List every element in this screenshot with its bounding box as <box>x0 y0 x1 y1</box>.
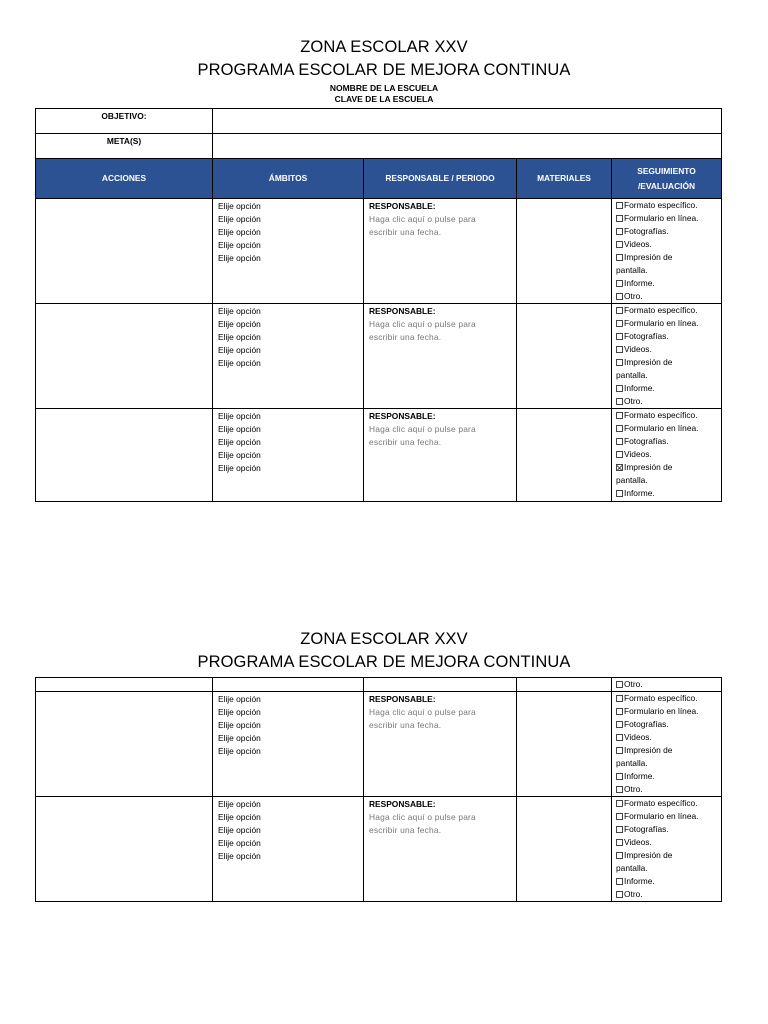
checkbox-label: Formulario en línea. <box>624 213 699 223</box>
checkbox-icon <box>616 412 623 419</box>
checkbox-label: Formulario en línea. <box>624 706 699 716</box>
checkbox-informe[interactable] <box>616 277 721 290</box>
checkbox-label: Videos. <box>624 837 652 847</box>
checkbox-label: Otro. <box>624 396 643 406</box>
date-picker[interactable] <box>369 318 516 344</box>
checkbox-formulario[interactable] <box>616 810 721 823</box>
acciones-cell[interactable] <box>36 409 213 502</box>
seguimiento-cell <box>612 304 722 409</box>
seguimiento-cell <box>612 692 722 797</box>
seguimiento-cell <box>612 199 722 304</box>
checkbox-label: Otro. <box>624 291 643 301</box>
checkbox-label: Otro. <box>624 784 643 794</box>
date-placeholder-line1: Haga clic aquí o pulse para <box>369 214 476 224</box>
ambito-dropdown[interactable]: Elije opción <box>218 746 261 756</box>
zona-title-page-2: ZONA ESCOLAR XXV <box>300 630 468 648</box>
checkbox-icon <box>616 891 623 898</box>
ambito-dropdown[interactable]: Elije opción <box>218 345 261 355</box>
checkbox-icon <box>616 425 623 432</box>
materiales-cell[interactable] <box>517 678 612 692</box>
col-responsable: RESPONSABLE / PERIODO <box>364 159 517 199</box>
checkbox-informe[interactable] <box>616 875 721 888</box>
checkbox-fotografias[interactable] <box>616 225 721 238</box>
acciones-cell[interactable] <box>36 678 213 692</box>
checkbox-label: Formato específico. <box>624 305 698 315</box>
materiales-cell[interactable] <box>517 692 612 797</box>
responsable-cell <box>364 692 517 797</box>
checkbox-icon <box>616 293 623 300</box>
responsable-cell <box>364 797 517 902</box>
checkbox-icon <box>616 385 623 392</box>
checkbox-icon <box>616 490 623 497</box>
ambitos-cell <box>213 692 364 797</box>
responsable-label: RESPONSABLE: <box>369 306 436 316</box>
metas-label: META(S) <box>36 134 213 159</box>
checkbox-label: Formato específico. <box>624 798 698 808</box>
acciones-cell[interactable] <box>36 199 213 304</box>
date-picker[interactable] <box>369 213 516 239</box>
checkbox-icon <box>616 228 623 235</box>
ambito-dropdown[interactable]: Elije opción <box>218 306 261 316</box>
checkbox-label: Impresión de <box>624 252 673 262</box>
checkbox-icon <box>616 734 623 741</box>
checkbox-videos[interactable] <box>616 731 721 744</box>
checkbox-formato[interactable] <box>616 304 721 317</box>
checkbox-label: Impresión de <box>624 357 673 367</box>
checkbox-impresion[interactable] <box>616 849 721 862</box>
checkbox-videos[interactable] <box>616 343 721 356</box>
checkbox-otro[interactable] <box>616 395 721 408</box>
objetivo-label: OBJETIVO: <box>36 109 213 134</box>
checkbox-icon <box>616 708 623 715</box>
ambito-dropdown[interactable]: Elije opción <box>218 332 261 342</box>
date-placeholder-line2: escribir una fecha. <box>369 437 442 447</box>
checkbox-label: Informe. <box>624 488 655 498</box>
checkbox-icon <box>616 359 623 366</box>
checkbox-formato[interactable] <box>616 409 721 422</box>
checkbox-label: Fotografías. <box>624 331 669 341</box>
checkbox-icon <box>616 333 623 340</box>
school-name-label: NOMBRE DE LA ESCUELA <box>329 83 439 93</box>
acciones-cell[interactable] <box>36 304 213 409</box>
table-row <box>36 304 722 409</box>
ambitos-cell[interactable] <box>213 678 364 692</box>
checkbox-impresion[interactable] <box>616 251 721 264</box>
col-materiales: MATERIALES <box>517 159 612 199</box>
checkbox-impresion-checked[interactable] <box>616 461 721 474</box>
responsable-label: RESPONSABLE: <box>369 694 436 704</box>
acciones-cell[interactable] <box>36 692 213 797</box>
checkbox-icon <box>616 241 623 248</box>
checkbox-label: Videos. <box>624 239 652 249</box>
checkbox-fotografias[interactable] <box>616 330 721 343</box>
ambito-dropdown[interactable]: Elije opción <box>218 733 261 743</box>
checkbox-label: Fotografías. <box>624 824 669 834</box>
zona-title: ZONA ESCOLAR XXV <box>300 38 468 56</box>
table-row-continued <box>36 678 722 692</box>
programa-title-page-2: PROGRAMA ESCOLAR DE MEJORA CONTINUA <box>197 653 571 671</box>
checkbox-formulario[interactable] <box>616 422 721 435</box>
checkbox-icon <box>616 202 623 209</box>
checkbox-icon <box>616 800 623 807</box>
checkbox-formulario[interactable] <box>616 705 721 718</box>
checkbox-label: Informe. <box>624 771 655 781</box>
date-picker[interactable] <box>369 423 516 449</box>
checkbox-icon <box>616 451 623 458</box>
page-1 <box>0 36 768 105</box>
ambito-dropdown[interactable]: Elije opción <box>218 799 261 809</box>
checkbox-informe[interactable] <box>616 487 721 500</box>
checkbox-fotografias[interactable] <box>616 718 721 731</box>
metas-field[interactable] <box>213 134 722 159</box>
ambito-dropdown[interactable]: Elije opción <box>218 720 261 730</box>
checkbox-label-cont: pantalla. <box>616 863 648 873</box>
checkbox-icon <box>616 215 623 222</box>
checkbox-icon <box>616 786 623 793</box>
checkbox-label: Formato específico. <box>624 200 698 210</box>
checkbox-icon <box>616 438 623 445</box>
checkbox-videos[interactable] <box>616 836 721 849</box>
checkbox-formato[interactable] <box>616 797 721 810</box>
materiales-cell[interactable] <box>517 409 612 502</box>
responsable-cell <box>364 409 517 502</box>
ambito-dropdown[interactable]: Elije opción <box>218 411 261 421</box>
ambito-dropdown[interactable]: Elije opción <box>218 463 261 473</box>
checkbox-formato[interactable] <box>616 199 721 212</box>
responsable-cell <box>364 304 517 409</box>
date-placeholder-line1: Haga clic aquí o pulse para <box>369 424 476 434</box>
date-placeholder-line1: Haga clic aquí o pulse para <box>369 319 476 329</box>
objetivo-field[interactable] <box>213 109 722 134</box>
checkbox-icon <box>616 721 623 728</box>
checkbox-otro[interactable] <box>616 783 721 796</box>
ambito-dropdown[interactable]: Elije opción <box>218 240 261 250</box>
checkbox-icon <box>616 280 623 287</box>
checkbox-label-cont: pantalla. <box>616 370 648 380</box>
plan-table-page-1 <box>35 108 722 502</box>
checkbox-label: Impresión de <box>624 462 673 472</box>
materiales-cell[interactable] <box>517 304 612 409</box>
col-seguimiento-line1: SEGUIMIENTO <box>637 165 696 176</box>
checkbox-label: Informe. <box>624 383 655 393</box>
checkbox-label: Formato específico. <box>624 410 698 420</box>
table-row <box>36 797 722 902</box>
col-seguimiento-line2: /EVALUACIÓN <box>637 180 696 191</box>
checkbox-otro[interactable] <box>616 290 721 303</box>
checkbox-label: Formulario en línea. <box>624 318 699 328</box>
ambito-dropdown[interactable]: Elije opción <box>218 437 261 447</box>
table-row <box>36 409 722 502</box>
checkbox-label: Impresión de <box>624 850 673 860</box>
school-key-label: CLAVE DE LA ESCUELA <box>334 94 434 104</box>
table-header-row <box>36 159 722 199</box>
checkbox-label: Videos. <box>624 732 652 742</box>
checkbox-label: Otro. <box>624 889 643 899</box>
ambito-dropdown[interactable]: Elije opción <box>218 227 261 237</box>
checkbox-label: Formulario en línea. <box>624 811 699 821</box>
acciones-cell[interactable] <box>36 797 213 902</box>
page-2 <box>0 628 768 674</box>
checkbox-icon <box>616 813 623 820</box>
date-placeholder-line2: escribir una fecha. <box>369 825 442 835</box>
checkbox-label: Informe. <box>624 876 655 886</box>
ambito-dropdown[interactable]: Elije opción <box>218 825 261 835</box>
checkbox-formulario[interactable] <box>616 212 721 225</box>
checkbox-label: Fotografías. <box>624 226 669 236</box>
checkbox-icon <box>616 747 623 754</box>
checkbox-icon <box>616 398 623 405</box>
checkbox-icon <box>616 307 623 314</box>
checkbox-impresion[interactable] <box>616 744 721 757</box>
checkbox-informe[interactable] <box>616 382 721 395</box>
checkbox-label: Informe. <box>624 278 655 288</box>
ambitos-cell <box>213 199 364 304</box>
checkbox-label: Videos. <box>624 344 652 354</box>
checkbox-fotografias[interactable] <box>616 435 721 448</box>
responsable-label: RESPONSABLE: <box>369 799 436 809</box>
checkbox-icon <box>616 254 623 261</box>
ambito-dropdown[interactable]: Elije opción <box>218 253 261 263</box>
ambito-dropdown[interactable]: Elije opción <box>218 812 261 822</box>
seguimiento-cell <box>612 797 722 902</box>
table-row <box>36 199 722 304</box>
checkbox-label: Formulario en línea. <box>624 423 699 433</box>
responsable-cell[interactable] <box>364 678 517 692</box>
checkbox-icon <box>616 320 623 327</box>
date-picker[interactable] <box>369 811 516 837</box>
checkbox-icon <box>616 695 623 702</box>
checkbox-otro[interactable] <box>616 678 721 691</box>
programa-title: PROGRAMA ESCOLAR DE MEJORA CONTINUA <box>197 61 571 79</box>
ambitos-cell <box>213 797 364 902</box>
checkbox-icon <box>616 878 623 885</box>
checkbox-icon <box>616 826 623 833</box>
responsable-cell <box>364 199 517 304</box>
ambito-dropdown[interactable]: Elije opción <box>218 707 261 717</box>
checkbox-label: Videos. <box>624 449 652 459</box>
date-placeholder-line2: escribir una fecha. <box>369 227 442 237</box>
date-picker[interactable] <box>369 706 516 732</box>
checkbox-icon <box>616 773 623 780</box>
ambito-dropdown[interactable]: Elije opción <box>218 424 261 434</box>
checkbox-impresion[interactable] <box>616 356 721 369</box>
checkbox-icon <box>616 681 623 688</box>
checkbox-formulario[interactable] <box>616 317 721 330</box>
checkbox-informe[interactable] <box>616 770 721 783</box>
checkbox-label-cont: pantalla. <box>616 265 648 275</box>
materiales-cell[interactable] <box>517 199 612 304</box>
seguimiento-cell <box>612 678 722 692</box>
checkbox-icon <box>616 852 623 859</box>
table-row <box>36 692 722 797</box>
materiales-cell[interactable] <box>517 797 612 902</box>
metas-row <box>36 134 722 159</box>
ambito-dropdown[interactable]: Elije opción <box>218 201 261 211</box>
ambitos-cell <box>213 409 364 502</box>
date-placeholder-line2: escribir una fecha. <box>369 332 442 342</box>
checkbox-otro[interactable] <box>616 888 721 901</box>
col-seguimiento <box>612 159 722 199</box>
ambito-dropdown[interactable]: Elije opción <box>218 319 261 329</box>
ambito-dropdown[interactable]: Elije opción <box>218 450 261 460</box>
ambito-dropdown[interactable]: Elije opción <box>218 851 261 861</box>
col-ambitos: ÁMBITOS <box>213 159 364 199</box>
responsable-label: RESPONSABLE: <box>369 201 436 211</box>
ambito-dropdown[interactable]: Elije opción <box>218 358 261 368</box>
checkbox-label: Formato específico. <box>624 693 698 703</box>
plan-table-page-2 <box>35 677 722 902</box>
checkbox-formato[interactable] <box>616 692 721 705</box>
checkbox-videos[interactable] <box>616 448 721 461</box>
ambito-dropdown[interactable]: Elije opción <box>218 214 261 224</box>
checkbox-label: Otro. <box>624 679 643 689</box>
checkbox-label: Fotografías. <box>624 719 669 729</box>
checkbox-fotografias[interactable] <box>616 823 721 836</box>
col-acciones: ACCIONES <box>36 159 213 199</box>
checkbox-label-cont: pantalla. <box>616 475 648 485</box>
date-placeholder-line2: escribir una fecha. <box>369 720 442 730</box>
date-placeholder-line1: Haga clic aquí o pulse para <box>369 707 476 717</box>
ambitos-cell <box>213 304 364 409</box>
date-placeholder-line1: Haga clic aquí o pulse para <box>369 812 476 822</box>
checkbox-label: Impresión de <box>624 745 673 755</box>
checkbox-label-cont: pantalla. <box>616 758 648 768</box>
ambito-dropdown[interactable]: Elije opción <box>218 838 261 848</box>
objetivo-row <box>36 109 722 134</box>
checked-box-icon <box>616 464 623 471</box>
checkbox-icon <box>616 839 623 846</box>
responsable-label: RESPONSABLE: <box>369 411 436 421</box>
checkbox-label: Fotografías. <box>624 436 669 446</box>
checkbox-icon <box>616 346 623 353</box>
ambito-dropdown[interactable]: Elije opción <box>218 694 261 704</box>
seguimiento-cell <box>612 409 722 502</box>
checkbox-videos[interactable] <box>616 238 721 251</box>
